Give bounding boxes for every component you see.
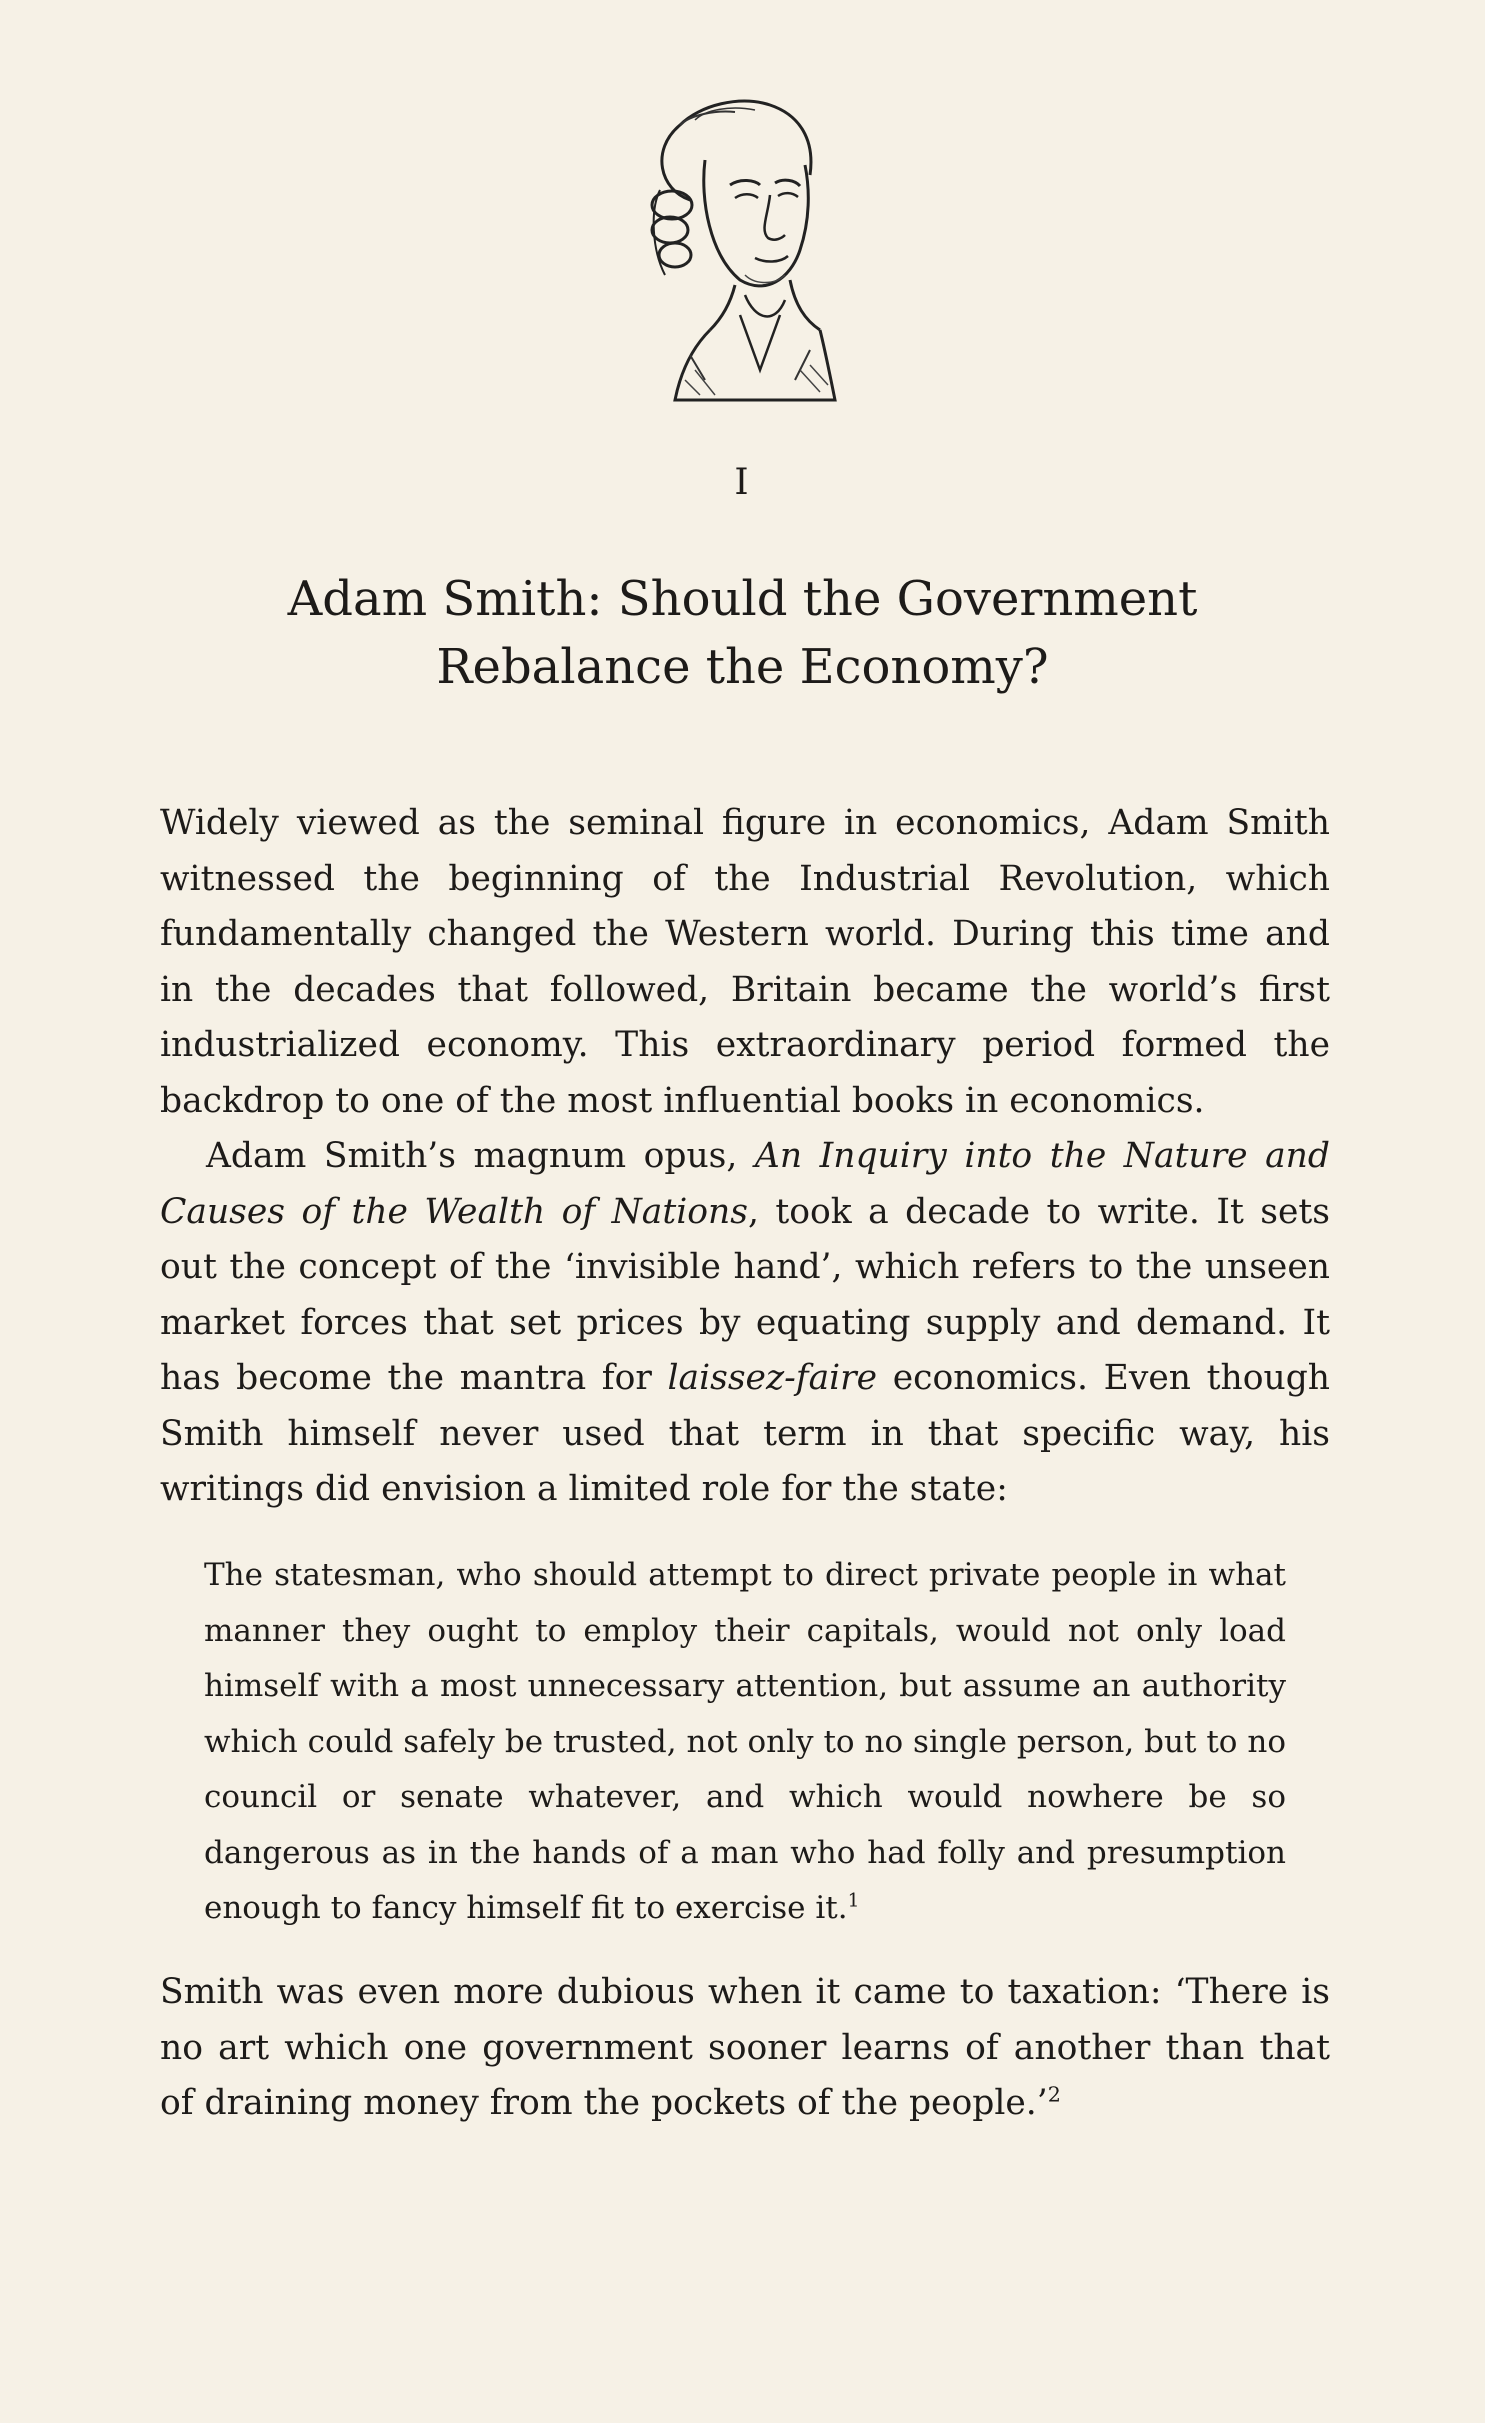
quote-text: The statesman, who should attempt to direct private people in what manner they ought to employ their capitals, would not only load himself with a most unnecessary attention, but assume an authority which could safely be trusted, not only to no single person, but to no council or senate whatever, and which would nowhere be so dangerous as in the hands of a man who had folly and presumption enough to fancy himself fit to exercise it. bbox=[204, 1557, 1286, 1926]
chapter-number: I bbox=[734, 462, 751, 503]
laissez-faire-term: laissez-faire bbox=[667, 1358, 878, 1398]
paragraph-3-text: Smith was even more dubious when it came to taxation: ‘There is no art which one government sooner learns of another than that of draining money from the pockets of the people.’ bbox=[160, 1972, 1330, 2123]
chapter-title-line-1: Adam Smith: Should the Government bbox=[287, 571, 1198, 627]
footnote-marker-1: 1 bbox=[847, 1890, 860, 1912]
paragraph-2-middle: , took a decade to write. It sets out the concept of the ‘invisible hand’, which refers to the unseen market forces that set prices by equating supply and demand. It has become the mantra for bbox=[160, 1191, 1330, 1398]
book-title: An Inquiry into the Nature and Causes of the Wealth of Nations bbox=[160, 1136, 1330, 1232]
block-quote bbox=[204, 1548, 1286, 1937]
paragraph-3 bbox=[160, 1965, 1330, 2132]
chapter-title bbox=[160, 565, 1325, 701]
paragraph-2 bbox=[160, 1129, 1330, 1518]
footnote-marker-2: 2 bbox=[1047, 2082, 1061, 2107]
paragraph-2-end: economics. Even though Smith himself never used that term in that specific way, his writings did envision a limited role for the state: bbox=[160, 1358, 1330, 1509]
paragraph-1: Widely viewed as the seminal figure in economics, Adam Smith witnessed the beginning of the Industrial Revolution, which fundamentally changed the Western world. During this time and in the decades that followed, Britain became the world’s first industrialized economy. This extraordinary period formed the backdrop to one of the most influential books in economics. bbox=[160, 803, 1330, 1121]
chapter-title-line-2: Rebalance the Economy? bbox=[436, 639, 1049, 695]
paragraph-2-intro: Adam Smith’s magnum opus, bbox=[206, 1136, 755, 1176]
adam-smith-portrait-illustration bbox=[620, 80, 860, 410]
